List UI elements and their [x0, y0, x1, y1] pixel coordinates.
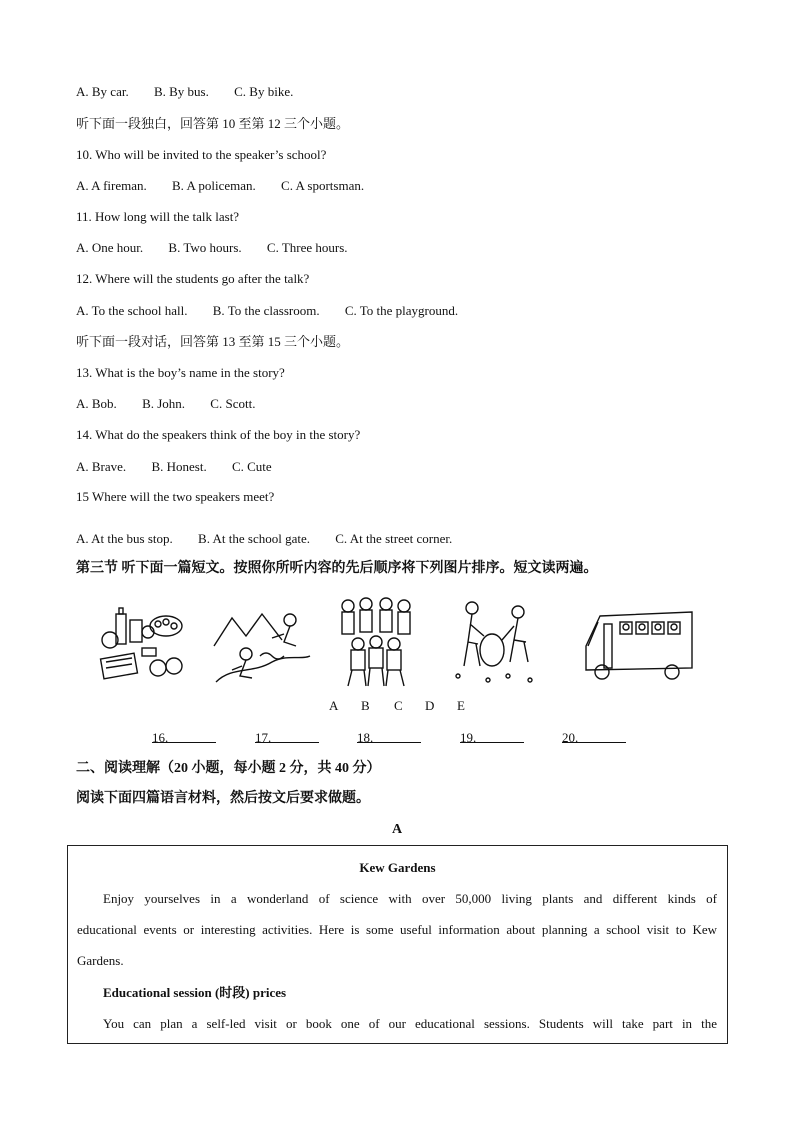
q12-options	[76, 303, 458, 319]
q11-option-c: C. Three hours.	[266, 240, 348, 255]
q14-option-a: A. Brave.	[76, 459, 127, 474]
instruction-10-12: 听下面一段独白，回答第 10 至第 12 三个小题。	[76, 116, 350, 131]
picture-c-group	[336, 596, 416, 688]
q11-option-a: A. One hour.	[76, 240, 144, 255]
q9-options	[76, 84, 293, 100]
q14-stem: 14. What do the speakers think of the boy in the story?	[76, 427, 361, 442]
picture-strip	[96, 596, 696, 688]
q13-option-c: C. Scott.	[210, 396, 256, 411]
blank-20-label: 20.	[562, 730, 579, 745]
part2-title: 二、阅读理解（20 小题，每小题 2 分，共 40 分）	[76, 761, 381, 776]
q13-options	[76, 396, 255, 412]
q15-option-a: A. At the bus stop.	[76, 531, 173, 546]
q12-stem: 12. Where will the students go after the talk?	[76, 271, 310, 286]
q9-option-a: A. By car.	[76, 84, 129, 99]
picture-d-cleaning	[448, 596, 540, 688]
section3-title: 第三节 听下面一篇短文。按照你所听内容的先后顺序将下列图片排序。短文读两遍。	[76, 561, 598, 576]
q13-option-a: A. Bob.	[76, 396, 117, 411]
passage-box	[67, 845, 728, 1044]
passage-letter: A	[391, 822, 403, 837]
q15-stem: 15 Where will the two speakers meet?	[76, 489, 275, 504]
q12-option-c: C. To the playground.	[344, 303, 459, 318]
passage-para2-line1: You can plan a self-led visit or book one of our educational sessions. Students will take part in the	[103, 1016, 717, 1031]
letter-a: A	[329, 698, 339, 713]
letter-c: C	[394, 698, 403, 713]
passage-para1-line2: educational events or interesting activities. Here is some useful information about planning a school visit to Kew	[77, 922, 717, 937]
picture-b-hiking	[212, 596, 312, 686]
q10-options	[76, 178, 364, 194]
q11-option-b: B. Two hours.	[168, 240, 242, 255]
passage-subheading: Educational session (时段) prices	[103, 985, 287, 1000]
q10-option-b: B. A policeman.	[172, 178, 256, 193]
q9-option-c: C. By bike.	[234, 84, 294, 99]
q13-stem: 13. What is the boy’s name in the story?	[76, 365, 285, 380]
q14-options	[76, 459, 272, 475]
passage-para1-line3: Gardens.	[77, 953, 124, 968]
q15-option-b: B. At the school gate.	[198, 531, 310, 546]
letter-d: D	[425, 698, 435, 713]
q14-option-b: B. Honest.	[151, 459, 207, 474]
q10-option-c: C. A sportsman.	[281, 178, 365, 193]
q12-option-b: B. To the classroom.	[212, 303, 320, 318]
picture-e-bus	[580, 596, 696, 686]
q11-stem: 11. How long will the talk last?	[76, 209, 240, 224]
q12-option-a: A. To the school hall.	[76, 303, 188, 318]
picture-a-food	[96, 596, 192, 686]
q13-option-b: B. John.	[142, 396, 186, 411]
letter-e: E	[457, 698, 465, 713]
q15-option-c: C. At the street corner.	[335, 531, 453, 546]
q14-option-c: C. Cute	[231, 459, 272, 474]
blank-18-label: 18.	[357, 730, 374, 745]
letter-b: B	[361, 698, 370, 713]
blank-17-label: 17.	[255, 730, 272, 745]
blank-19-label: 19.	[460, 730, 477, 745]
q9-option-b: B. By bus.	[153, 84, 209, 99]
part2-instruction: 阅读下面四篇语言材料，然后按文后要求做题。	[76, 791, 370, 806]
q15-options	[76, 531, 452, 547]
blank-16-label: 16.	[152, 730, 169, 745]
passage-title: Kew Gardens	[359, 860, 436, 875]
q11-options	[76, 240, 348, 256]
q10-option-a: A. A fireman.	[76, 178, 147, 193]
q10-stem: 10. Who will be invited to the speaker’s school?	[76, 147, 327, 162]
instruction-13-15: 听下面一段对话，回答第 13 至第 15 三个小题。	[76, 334, 350, 349]
passage-para1-line1: Enjoy yourselves in a wonderland of science with over 50,000 living plants and different kinds of	[103, 891, 717, 906]
